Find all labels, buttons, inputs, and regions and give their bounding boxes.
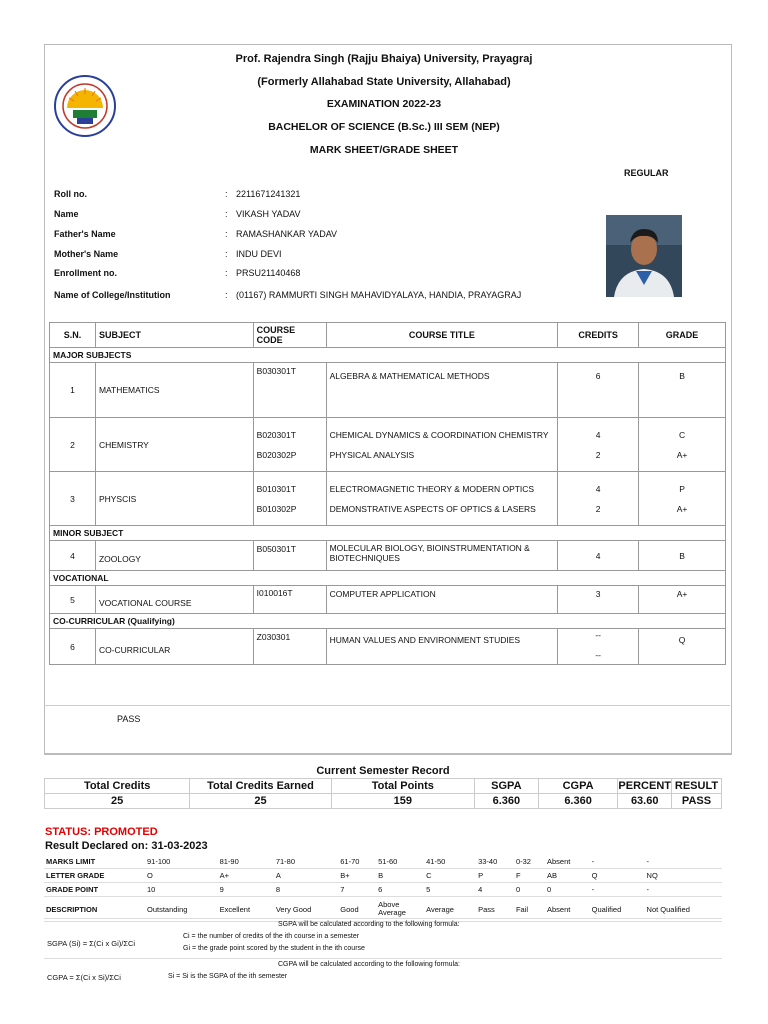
course-code-cell: B020302P: [256, 449, 297, 460]
col-header: S.N.: [50, 323, 96, 348]
student-type: REGULAR: [624, 168, 669, 178]
table-row: [50, 629, 726, 665]
course-code-cell: B010302P: [256, 503, 297, 514]
record-label: Total Credits Earned: [190, 779, 331, 794]
course-title-cell: MOLECULAR BIOLOGY, BIOINSTRUMENTATION & BIOTECHNIQUES: [326, 541, 558, 571]
sn-cell: 1: [50, 363, 96, 418]
table-row: [50, 586, 726, 614]
cgpa-formula-block: CGPA will be calculated according to the following formula: CGPA = Σ(Ci x Si)/ΣCi Si = Si is the SGPA of the ith semester: [44, 958, 722, 989]
course-code-cell: B010301T: [256, 483, 296, 494]
info-value: (01167) RAMMURTI SINGH MAHAVIDYALAYA, HANDIA, PRAYAGRAJ: [236, 290, 522, 300]
info-label: Roll no.: [54, 189, 87, 199]
letter-grade-row: LETTER GRADE O A+ A B+ B C P F AB Q NQ: [44, 869, 722, 883]
credits-cell: 4: [595, 483, 601, 494]
grade-cell: A+: [639, 586, 726, 614]
record-label: PERCENT: [618, 780, 671, 792]
result-box: [44, 705, 730, 746]
subject-cell: VOCATIONAL COURSE: [95, 586, 253, 614]
record-value: 25: [45, 794, 190, 809]
credits-cell: 2: [595, 503, 601, 514]
sheet-title: MARK SHEET/GRADE SHEET: [309, 144, 459, 156]
course-title-cell: ELECTROMAGNETIC THEORY & MODERN OPTICS: [329, 483, 535, 494]
credits-cell: 4: [558, 541, 639, 571]
grade-point-row: GRADE POINT 10 9 8 7 6 5 4 0 0 - -: [44, 883, 722, 897]
subject-cell: CHEMISTRY: [95, 418, 253, 472]
credits-cell: 4: [595, 429, 601, 440]
marks-table: [49, 322, 726, 665]
grading-scheme-table: [44, 855, 722, 922]
col-header: SUBJECT: [95, 323, 253, 348]
grade-cell: B: [639, 363, 726, 418]
info-label: Enrollment no.: [54, 268, 117, 278]
course-title-cell: ALGEBRA & MATHEMATICAL METHODS: [326, 363, 558, 418]
record-value: 25: [190, 794, 331, 809]
section-row: [50, 348, 726, 363]
record-value: 6.360: [474, 794, 538, 809]
promotion-status: STATUS: PROMOTED: [45, 826, 158, 838]
info-value: RAMASHANKAR YADAV: [236, 229, 338, 239]
course-title-cell: COMPUTER APPLICATION: [326, 586, 558, 614]
course-title-cell: DEMONSTRATIVE ASPECTS OF OPTICS & LASERS: [329, 503, 536, 514]
record-value: 63.60: [618, 794, 672, 809]
sn-cell: 2: [50, 418, 96, 472]
marks-limit-row: MARKS LIMIT 91-100 81-90 71-80 61-70 51-60 41-50 33-40 0-32 Absent - -: [44, 855, 722, 869]
table-header-row: [50, 323, 726, 348]
subject-cell: ZOOLOGY: [95, 541, 253, 571]
course-title-cell: HUMAN VALUES AND ENVIRONMENT STUDIES: [326, 629, 558, 665]
course-code-cell: I010016T: [253, 586, 326, 614]
info-label: Name of College/Institution: [54, 290, 171, 300]
record-label: CGPA: [538, 779, 618, 794]
table-row: [50, 363, 726, 418]
table-row: [50, 541, 726, 571]
sgpa-formula: SGPA (Si) = Σ(Ci x Gi)/ΣCi: [47, 939, 136, 948]
grade-cell: A+: [676, 503, 688, 514]
record-value: PASS: [671, 794, 721, 809]
sn-cell: 5: [50, 586, 96, 614]
record-value: 159: [331, 794, 474, 809]
record-label: RESULT: [671, 779, 721, 794]
course-code-cell: B020301T: [256, 429, 296, 440]
info-value: 2211671241321: [236, 189, 301, 199]
subject-cell: CO-CURRICULAR: [95, 629, 253, 665]
course-title-cell: PHYSICAL ANALYSIS: [329, 449, 415, 460]
sn-cell: 4: [50, 541, 96, 571]
section-label: CO-CURRICULAR (Qualifying): [50, 614, 726, 629]
record-value: 6.360: [538, 794, 618, 809]
course-name: BACHELOR OF SCIENCE (B.Sc.) III SEM (NEP): [268, 121, 500, 133]
record-label: Total Points: [331, 779, 474, 794]
course-code-cell: B030301T: [253, 363, 326, 418]
col-header: COURSE TITLE: [326, 323, 558, 348]
exam-year: EXAMINATION 2022-23: [326, 98, 442, 110]
course-title-cell: CHEMICAL DYNAMICS & COORDINATION CHEMISTRY: [329, 429, 549, 440]
credits-cell: --: [595, 649, 601, 660]
col-header: CREDITS: [558, 323, 639, 348]
grade-cell: B: [639, 541, 726, 571]
info-label: Father's Name: [54, 229, 116, 239]
credits-cell: --: [595, 629, 601, 640]
subject-cell: MATHEMATICS: [95, 363, 253, 418]
col-header: GRADE: [639, 323, 726, 348]
info-value: INDU DEVI: [236, 249, 282, 259]
semester-record-table: [44, 764, 722, 809]
result-declared-date: Result Declared on: 31-03-2023: [45, 840, 208, 852]
col-header: COURSE CODE: [253, 323, 326, 348]
record-title: Current Semester Record: [316, 765, 450, 777]
description-row: DESCRIPTION Outstanding Excellent Very Good Good Above Average Average Pass Fail Absent Qualified Not Qualified: [44, 897, 722, 922]
university-name: Prof. Rajendra Singh (Rajju Bhaiya) University, Prayagraj: [235, 53, 533, 65]
university-former-name: (Formerly Allahabad State University, Allahabad): [257, 76, 511, 88]
section-row: [50, 571, 726, 586]
sn-cell: 6: [50, 629, 96, 665]
grade-cell: C: [678, 429, 686, 440]
student-photo: [606, 215, 682, 297]
result-text: PASS: [117, 714, 141, 724]
record-label-row: [45, 779, 722, 794]
grade-cell: Q: [639, 629, 726, 665]
credits-cell: 3: [558, 586, 639, 614]
section-label: MINOR SUBJECT: [50, 526, 726, 541]
info-label: Name: [54, 209, 79, 219]
info-label: Mother's Name: [54, 249, 119, 259]
grade-cell: A+: [676, 449, 688, 460]
credits-cell: 2: [595, 449, 601, 460]
section-row: [50, 526, 726, 541]
course-code-cell: B050301T: [253, 541, 326, 571]
course-code-cell: Z030301: [253, 629, 326, 665]
record-label: SGPA: [474, 779, 538, 794]
sn-cell: 3: [50, 472, 96, 526]
section-row: [50, 614, 726, 629]
table-row: [50, 472, 726, 526]
info-value: VIKASH YADAV: [236, 209, 301, 219]
grade-cell: P: [679, 483, 685, 494]
subject-cell: PHYSCIS: [95, 472, 253, 526]
table-row: [50, 418, 726, 472]
cgpa-formula: CGPA = Σ(Ci x Si)/ΣCi: [47, 973, 121, 982]
sgpa-formula-block: SGPA will be calculated according to the following formula: SGPA (Si) = Σ(Ci x Gi)/ΣCi Ci = the number of credits of the ith course in a semester Gi = the grade point scored by the student in the ith course: [44, 918, 722, 959]
section-label: MAJOR SUBJECTS: [50, 348, 726, 363]
info-value: PRSU21140468: [236, 268, 301, 278]
record-value-row: [45, 794, 722, 809]
credits-cell: 6: [558, 363, 639, 418]
section-label: VOCATIONAL: [50, 571, 726, 586]
record-label: Total Credits: [45, 779, 190, 794]
